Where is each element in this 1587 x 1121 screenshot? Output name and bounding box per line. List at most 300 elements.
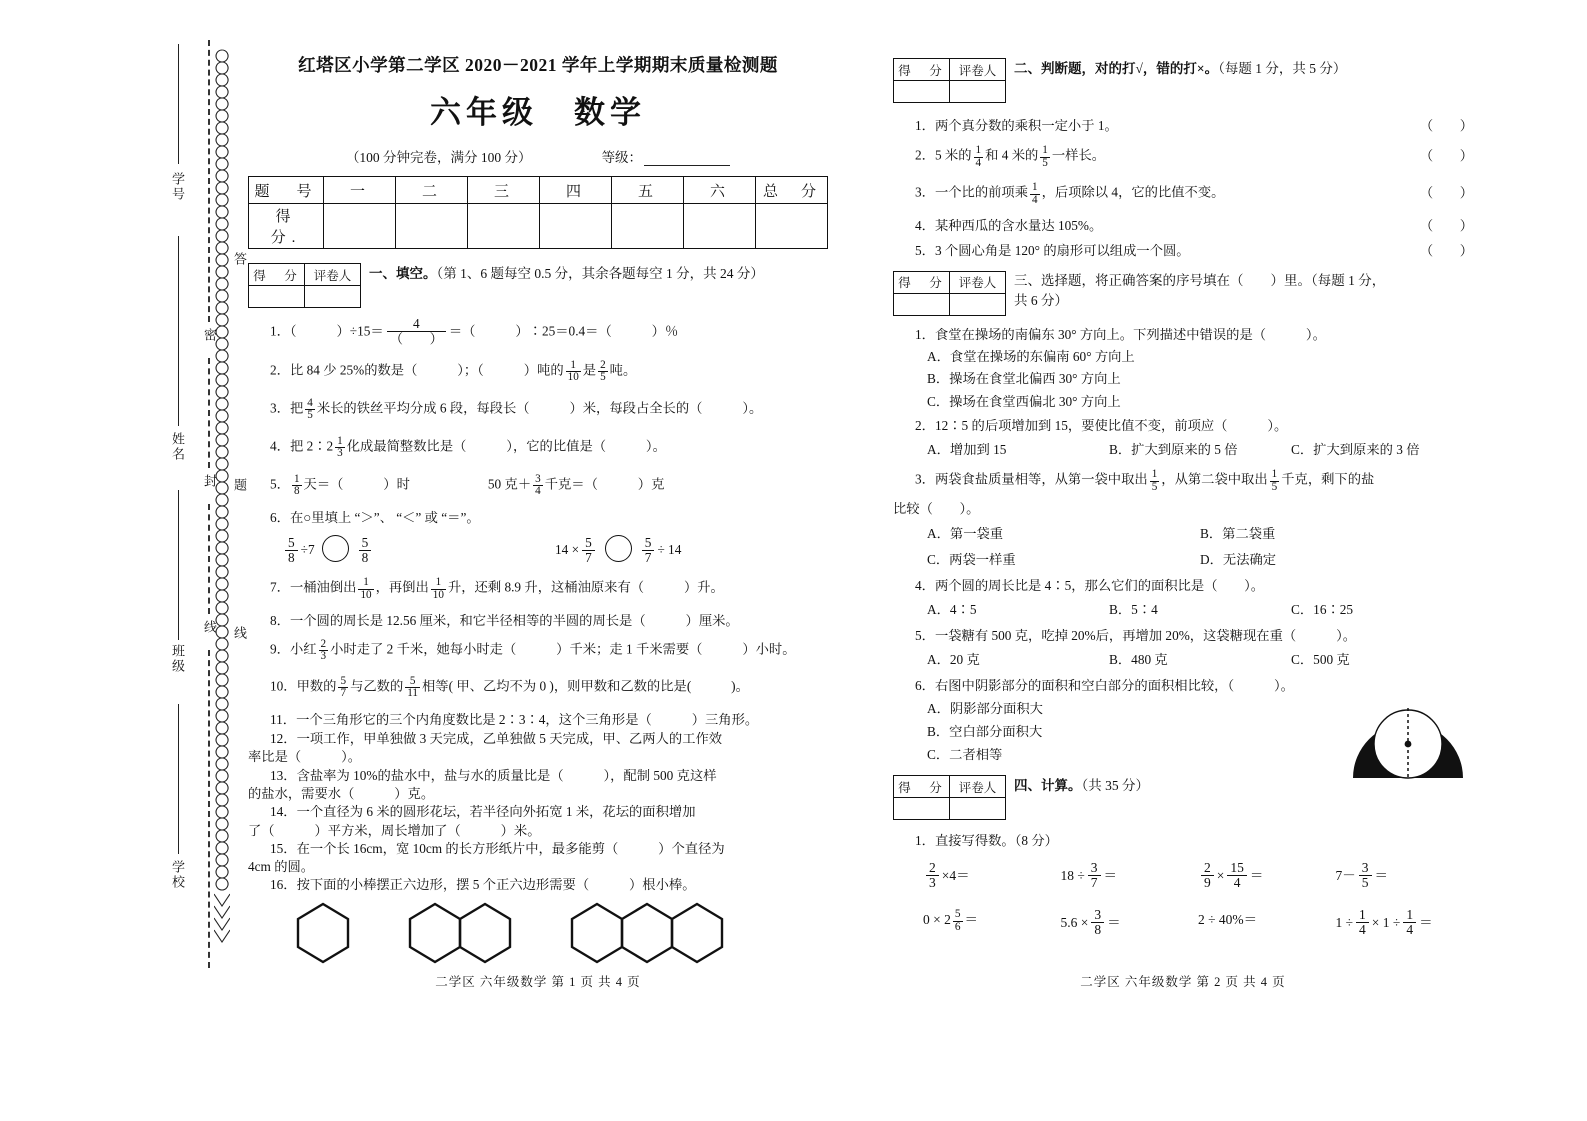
fill-q2-part2: 是 (582, 362, 597, 378)
choice-q1 (893, 328, 1473, 341)
tf-q2-text (915, 145, 1105, 169)
fill-q11-text: 一个三角形它的三个内角度数比是 2∶3∶4，这个三角形是（ ）三角形。 (296, 711, 759, 727)
score-col-2: 二 (396, 177, 468, 204)
seal-char-mi: 密 (202, 328, 217, 343)
fill-q16 (248, 878, 828, 891)
tf-q1-answer-blank[interactable]: （ ） (1419, 118, 1473, 133)
fill-q15-line1: 在一个长 16cm，宽 10cm 的长方形纸片中，最多能剪（ ）个直径为 (296, 840, 725, 856)
time-note: （100 分钟完卷，满分 100 分） (345, 150, 532, 165)
score-col-5: 五 (612, 177, 684, 204)
fill-q9 (248, 639, 828, 663)
fill-q13-line1: 含盐率为 10%的盐水中，盐与水的质量比是（ ），配制 500 克这样 (296, 767, 717, 783)
calc-expr-2-post: ＝ (1103, 867, 1118, 883)
fill-q7-no: 7． (270, 580, 290, 596)
seal-char-feng: 封 (202, 474, 217, 489)
fraction-numerator: 5 (288, 534, 295, 550)
fill-q5 (248, 474, 828, 498)
fraction-denominator: 3 (926, 875, 939, 890)
subject-title: 六年级 数学 (430, 95, 646, 130)
fraction-denominator: 10 (567, 371, 579, 384)
fill-q12 (248, 732, 828, 745)
seal-char-xian: 线 (202, 620, 217, 635)
calc-expr-4-post: ＝ (1374, 867, 1388, 883)
tf-q2-fraction-2 (1040, 145, 1050, 169)
choice-q4-option-b[interactable]: B．5∶4 (1109, 601, 1158, 617)
score-cell-3[interactable] (468, 204, 540, 249)
score-cell-2[interactable] (396, 204, 468, 249)
score-col-4: 四 (540, 177, 612, 204)
grader-marker-label: 评卷人 (950, 59, 1006, 81)
choice-q6-stem: 右图中阴影部分的面积和空白部分的面积相比较，（ ）。 (934, 678, 1294, 694)
fraction-denominator: 6 (954, 920, 961, 933)
fraction-denominator: 8 (359, 550, 372, 565)
calc-expr-1 (923, 861, 1061, 890)
calc-expr-7 (1198, 908, 1336, 937)
calc-expr-3-mid: × (1216, 867, 1225, 883)
fill-q2-no: 2． (270, 362, 290, 378)
section-2-header (893, 58, 1473, 103)
fraction-denominator: 10 (360, 588, 372, 601)
choice-q5-no: 5． (915, 627, 935, 643)
section-2-title (1014, 58, 1346, 78)
choice-q2-option-c[interactable]: C．扩大到原来的 3 倍 (1291, 442, 1420, 458)
calc-expr-8-post: ＝ (1419, 914, 1433, 930)
fill-q15-no: 15． (270, 840, 297, 856)
grade-blank[interactable] (644, 151, 730, 166)
fraction-denominator: 4 (1032, 193, 1038, 206)
choice-q4-option-c[interactable]: C．16∶25 (1291, 601, 1354, 617)
grader-marker-cell[interactable] (950, 293, 1006, 315)
choice-q6-option-c[interactable]: C．二者相等 (927, 747, 1003, 763)
fraction-denominator: 5 (1151, 480, 1158, 493)
fraction-denominator: 7 (582, 550, 595, 565)
choice-q1-option-b[interactable]: B．操场在食堂北偏西 30° 方向上 (927, 371, 1121, 387)
shaded-semicircle-figure (1349, 702, 1467, 782)
fill-q9-part1: 小红 (289, 641, 317, 657)
fill-q4-no: 4． (270, 438, 290, 454)
calc-expr-1-fraction (926, 861, 939, 890)
fill-q2-part3: 吨。 (609, 362, 637, 378)
fraction-denominator: 3 (320, 650, 327, 663)
calc-expr-2 (1061, 861, 1199, 890)
choice-q3-fraction-1 (1150, 469, 1160, 493)
calc-row-1 (893, 861, 1473, 890)
fraction-numerator: 1 (1271, 468, 1278, 481)
score-summary-table (248, 176, 828, 249)
fraction-numerator: 1 (975, 144, 982, 157)
section-4-title (1014, 775, 1149, 795)
choice-q4-option-a[interactable]: A．4∶5 (927, 601, 977, 617)
fraction-numerator: 5 (340, 674, 347, 687)
fill-q12-line1: 一项工作，甲单独做 3 天完成，乙单独做 5 天完成，甲、乙两人的工作效 (296, 731, 723, 747)
fill-q8 (248, 614, 828, 627)
tf-q3-post: ，后项除以 4，它的比值不变。 (1041, 185, 1225, 200)
score-col-6: 六 (684, 177, 756, 204)
calc-expr-5-pre: 0 × 2 (923, 912, 951, 928)
calc-expr-2-fraction (1088, 861, 1101, 890)
fill-q1-part2: ＝（ ）∶25＝0.4＝（ ）％ (448, 323, 679, 339)
fill-q6-fraction-b (359, 536, 372, 565)
calc-expr-4 (1336, 861, 1474, 890)
page-2-content (893, 40, 1473, 990)
section-2-note: （每题 1 分，共 5 分） (1218, 61, 1347, 76)
tf-q3-no: 3． (915, 185, 935, 200)
choice-q5-stem: 一袋糖有 500 克，吃掉 20%后，再增加 20%，这袋糖现在重（ ）。 (934, 627, 1357, 643)
choice-q4-options (893, 599, 1473, 618)
choice-q3-option-c[interactable]: C．两袋一样重 (927, 551, 1016, 567)
calc-expr-1-post: ×4＝ (941, 867, 970, 883)
choice-q5-option-c[interactable]: C．500 克 (1291, 652, 1350, 668)
calc-expr-6-fraction (1091, 908, 1104, 937)
calc-expr-5-fraction (953, 909, 963, 933)
score-row-label-0: 题 号 (249, 177, 324, 204)
section-4-header (893, 775, 1473, 820)
calc-expr-6-pre: 5.6 × (1060, 914, 1089, 930)
fraction-numerator: 4 (412, 316, 420, 331)
choice-q5-option-b[interactable]: B．480 克 (1109, 652, 1168, 668)
fill-q1-fraction (387, 317, 446, 346)
choice-q6-option-b[interactable]: B．空白部分面积大 (927, 723, 1043, 739)
tf-q4 (893, 219, 1473, 232)
choice-q3-options-row1 (893, 523, 1473, 542)
tf-q1-body: 两个真分数的乘积一定小于 1。 (934, 118, 1118, 133)
fraction-denominator: 9 (1201, 875, 1214, 890)
calc-sub1-title: 1．直接写得数。（8 分） (915, 833, 1058, 849)
score-col-1: 一 (324, 177, 396, 204)
fill-q3-part1: 把 (289, 400, 304, 416)
fill-q15-line2-wrap (248, 860, 828, 873)
fill-q4-fraction (335, 436, 345, 460)
hexagon-figure-group (248, 902, 828, 964)
fill-q6 (248, 511, 828, 524)
fraction-numerator: 3 (535, 472, 541, 485)
fill-q4-part2: 化成最简整数比是（ ），它的比值是（ ）。 (346, 438, 666, 454)
grader-marker-cell[interactable] (305, 286, 361, 308)
choice-q5-option-a[interactable]: A．20 克 (927, 652, 980, 668)
section-3-header (893, 271, 1473, 316)
fill-q3-fraction (305, 398, 315, 422)
grade-field (602, 146, 731, 166)
fraction-numerator: 2 (320, 637, 327, 650)
fill-q3-part2: 米长的铁丝平均分成 6 段，每段长（ ）米，每段占全长的（ ）。 (316, 400, 763, 416)
calc-expr-3-post: ＝ (1249, 867, 1264, 883)
fill-q4-part1: 把 2∶2 (289, 438, 334, 454)
calc-row-2 (893, 908, 1473, 937)
fill-q9-no: 9． (270, 641, 290, 657)
fill-q10 (248, 676, 828, 700)
score-cell-4[interactable] (540, 204, 612, 249)
fraction-numerator: 15 (1230, 859, 1244, 875)
section-2-heading: 二、判断题，对的打√，错的打×。 (1014, 61, 1219, 76)
fraction-numerator: 3 (1361, 859, 1369, 875)
section-3-line1 (1014, 271, 1385, 291)
section-3-title (1006, 271, 1385, 311)
fraction-denominator: （ ） (387, 331, 446, 346)
section-4-heading: 四、计算。 (1014, 778, 1082, 794)
fill-q14-line2: 了（ ）平方米，周长增加了（ ）米。 (248, 822, 541, 838)
tf-q4-text (915, 219, 1102, 232)
fill-q14-line2-wrap (248, 824, 828, 837)
fill-q7-part1: 一桶油倒出 (289, 580, 357, 596)
tf-q2-pre: 5 米的 (934, 148, 972, 163)
choice-q1-option-a[interactable]: A．食堂在操场的东偏南 60° 方向上 (927, 349, 1135, 365)
choice-q2-option-b[interactable]: B．扩大到原来的 5 倍 (1109, 442, 1238, 458)
grader-score-label: 得 分 (894, 271, 950, 293)
choice-q5 (893, 629, 1473, 642)
choice-q2 (893, 419, 1473, 432)
calc-expr-8-fraction-1 (1356, 908, 1369, 937)
section-3-line2: 共 6 分） (1014, 292, 1068, 308)
fill-q10-fraction-2 (405, 676, 420, 700)
fraction-denominator: 4 (1227, 875, 1247, 890)
fraction-numerator: 3 (1090, 859, 1098, 875)
fill-q1-no: 1． (270, 323, 290, 339)
grade-label: 等级： (601, 150, 643, 165)
fill-q15 (248, 842, 828, 855)
tf-q1-no: 1． (915, 118, 935, 133)
choice-q2-stem: 12∶5 的后项增加到 15，要使比值不变，前项应（ ）。 (934, 418, 1288, 434)
fill-q13-line2: 的盐水，需要水（ ）克。 (248, 785, 435, 801)
fill-q5-fraction-2 (533, 474, 543, 498)
fraction-numerator: 1 (293, 472, 300, 485)
fill-q5-fraction-1 (292, 474, 302, 498)
fraction-numerator: 1 (435, 576, 442, 589)
tf-q5-answer-blank[interactable]: （ ） (1419, 242, 1473, 258)
fraction-denominator: 8 (285, 550, 298, 565)
tf-q4-no: 4． (915, 218, 935, 234)
fraction-denominator: 5 (307, 409, 313, 422)
fill-q9-fraction (319, 639, 329, 663)
fill-q11-no: 11． (270, 711, 297, 727)
tf-q2-fraction-1 (974, 145, 984, 169)
fraction-denominator: 7 (642, 550, 655, 565)
fill-q7-fraction-2 (431, 577, 446, 601)
page-title: 红塔区小学第二学区 2020－2021 学年上学期期末质量检测题 (298, 55, 778, 75)
fill-q16-no: 16． (270, 877, 297, 893)
fraction-numerator: 1 (1406, 907, 1414, 923)
fill-q11 (248, 713, 828, 726)
fill-q12-no: 12． (270, 731, 297, 747)
fill-q10-part1: 甲数的 (296, 678, 337, 694)
choice-q4-no: 4． (915, 577, 935, 593)
fill-q7-fraction-1 (358, 577, 373, 601)
fill-q6-left-expr (282, 535, 555, 564)
fraction-denominator: 4 (1403, 922, 1416, 937)
fill-q8-text: 一个圆的周长是 12.56 厘米，和它半径相等的半圆的周长是（ ）厘米。 (289, 613, 739, 629)
fill-q8-no: 8． (270, 613, 290, 629)
comparison-circle-icon[interactable] (322, 535, 349, 562)
fraction-numerator: 5 (644, 534, 652, 550)
choice-q6-option-a[interactable]: A．阴影部分面积大 (927, 700, 1043, 716)
fill-q6-right-post: ÷ 14 (657, 542, 682, 558)
tf-q2-post: 一样长。 (1051, 148, 1106, 163)
tf-q3 (893, 182, 1473, 206)
fraction-numerator: 5 (361, 534, 369, 550)
section-4-note: （共 35 分） (1081, 778, 1149, 794)
grader-score-label: 得 分 (249, 264, 305, 286)
tf-q5-no: 5． (915, 242, 935, 258)
fill-q1-part1: （ ）÷15＝ (289, 323, 384, 339)
fraction-denominator: 5 (1359, 875, 1372, 890)
tf-q3-answer-blank[interactable]: （ ） (1419, 185, 1473, 200)
choice-q3-option-b[interactable]: B．第二袋重 (1200, 525, 1276, 541)
choice-q5-options (893, 649, 1473, 668)
grader-box-section-3 (893, 271, 1006, 316)
choice-q3-pre: 两袋食盐质量相等，从第一袋中取出 (934, 472, 1148, 488)
fraction-numerator: 5 (954, 908, 961, 921)
choice-q3 (893, 469, 1473, 493)
fraction-numerator: 2 (600, 358, 606, 371)
calc-expr-3 (1198, 861, 1336, 890)
fill-q6-left-op: ÷7 (300, 542, 315, 558)
calc-expr-6 (1061, 908, 1199, 937)
fill-q7-part2: ，再倒出 (375, 580, 429, 596)
choice-q3-option-d[interactable]: D．无法确定 (1200, 551, 1277, 567)
fraction-denominator: 7 (340, 687, 347, 700)
choice-q6-no: 6． (915, 678, 935, 694)
tf-q4-body: 某种西瓜的含水量达 105%。 (934, 218, 1103, 234)
fill-q10-part2: 与乙数的 (350, 678, 404, 694)
fill-q10-part3: 相等( 甲、乙均不为 0 )，则甲数和乙数的比是( )。 (422, 678, 749, 694)
score-cell-1[interactable] (324, 204, 396, 249)
page-1-footer: 二学区 六年级数学 第 1 页 共 4 页 (435, 975, 641, 989)
calc-expr-5-post: ＝ (964, 912, 979, 928)
fill-q6-prompt: 在○里填上 “＞”、 “＜” 或 “＝”。 (289, 509, 480, 525)
choice-q3-post: 千克，剩下的盐 (1281, 472, 1375, 488)
grader-score-cell[interactable] (894, 293, 950, 315)
choice-q4-stem: 两个圆的周长比是 4∶5，那么它们的面积比是（ ）。 (934, 577, 1265, 593)
fill-q13-no: 13． (270, 767, 297, 783)
tf-q3-text (915, 182, 1224, 206)
score-col-3: 三 (468, 177, 540, 204)
choice-q3-fraction-2 (1270, 469, 1280, 493)
section-1-header (248, 263, 828, 308)
fill-q5-no: 5． (270, 476, 290, 492)
score-cell-6[interactable] (684, 204, 756, 249)
fill-q4 (248, 436, 828, 460)
fraction-denominator: 5 (600, 371, 606, 384)
fraction-denominator: 4 (975, 156, 982, 169)
calc-expr-2-pre: 18 ÷ (1060, 867, 1085, 883)
fill-q5-part3: 千克＝（ ）克 (544, 476, 665, 492)
hexagon-figure-2 (406, 902, 514, 964)
exam-meta-row (248, 146, 828, 166)
fraction-denominator: 4 (1356, 922, 1369, 937)
fraction-numerator: 1 (1151, 468, 1158, 481)
calc-expr-8 (1336, 908, 1474, 937)
fraction-denominator: 5 (1271, 480, 1278, 493)
fill-q3-no: 3． (270, 400, 290, 416)
tf-q1 (893, 119, 1473, 132)
choice-q3-no: 3． (915, 472, 935, 488)
margin-field-xuexiao: 学校 (170, 860, 185, 890)
fraction-numerator: 2 (1204, 859, 1211, 875)
grader-marker-label: 评卷人 (950, 776, 1006, 798)
fill-q12-line2-wrap (248, 750, 828, 763)
answer-char-da: 答 (232, 252, 247, 267)
fill-q5-part1: 天＝（ ）时 (303, 476, 410, 492)
calc-expr-3-fraction-1 (1201, 861, 1214, 890)
fraction-numerator: 2 (929, 859, 936, 875)
fill-q2-part1: 比 84 少 25%的数是（ ）；（ ）吨的 (289, 362, 564, 378)
fraction-denominator: 7 (1088, 875, 1101, 890)
choice-q1-stem: 食堂在操场的南偏东 30° 方向上。下列描述中错误的是（ ）。 (934, 326, 1326, 342)
score-cell-total[interactable] (756, 204, 828, 249)
calc-expr-4-pre: 7－ (1335, 867, 1356, 883)
section-1-heading: 一、填空。 (369, 266, 437, 281)
fill-q3 (248, 398, 828, 422)
choice-q3-line2: 比较（ ）。 (893, 501, 980, 517)
fill-q14-line1: 一个直径为 6 米的圆形花坛，若半径向外拓宽 1 米，花坛的面积增加 (296, 804, 696, 820)
grader-marker-label: 评卷人 (305, 264, 361, 286)
choice-q6 (893, 679, 1473, 692)
fraction-numerator: 5 (585, 534, 592, 550)
tf-q3-pre: 一个比的前项乘 (934, 185, 1029, 200)
fraction-denominator: 4 (535, 485, 541, 498)
choice-q2-option-a[interactable]: A．增加到 15 (927, 442, 1007, 458)
fill-q10-fraction-1 (338, 676, 348, 700)
fraction-denominator: 3 (337, 447, 343, 460)
tf-q2-answer-blank[interactable]: （ ） (1419, 148, 1473, 163)
grader-score-cell[interactable] (894, 798, 950, 820)
grader-marker-cell[interactable] (950, 798, 1006, 820)
answer-char-xian: 线 (232, 626, 247, 641)
grader-marker-cell[interactable] (950, 81, 1006, 103)
seal-wave-decoration (214, 48, 230, 956)
fill-q6-comparisons (248, 535, 828, 564)
choice-q3-option-a[interactable]: A．第一袋重 (927, 525, 1004, 541)
score-col-total: 总 分 (756, 177, 828, 204)
fill-q13 (248, 769, 828, 782)
table-row-score (249, 204, 828, 249)
fraction-numerator: 1 (1359, 907, 1366, 923)
hexagon-figure-1 (294, 902, 352, 964)
grader-score-cell[interactable] (894, 81, 950, 103)
fraction-numerator: 1 (363, 576, 369, 589)
fill-q6-fraction-d (642, 536, 655, 565)
fill-q5-part2: 50 克＋ (487, 476, 532, 492)
calc-expr-8-mid: × 1 ÷ (1371, 914, 1401, 930)
grader-box-section-1 (248, 263, 361, 308)
fill-q6-right-expr (555, 535, 828, 564)
grader-score-cell[interactable] (249, 286, 305, 308)
fraction-denominator: 8 (293, 485, 300, 498)
tf-q4-answer-blank[interactable]: （ ） (1419, 218, 1473, 234)
calc-expr-3-fraction-2 (1227, 861, 1247, 890)
choice-q1-option-c[interactable]: C．操场在食堂西偏北 30° 方向上 (927, 393, 1121, 409)
comparison-circle-icon[interactable] (605, 535, 632, 562)
fill-q2-fraction-1 (566, 360, 581, 384)
fraction-denominator: 8 (1091, 922, 1104, 937)
fraction-numerator: 3 (1094, 907, 1102, 923)
fraction-numerator: 1 (570, 358, 576, 371)
calc-expr-7-pre: 2 ÷ 40%＝ (1198, 912, 1258, 928)
grader-score-label: 得 分 (894, 59, 950, 81)
choice-q2-options (893, 439, 1473, 458)
score-cell-5[interactable] (612, 204, 684, 249)
fill-q12-line2: 率比是（ ）。 (248, 749, 362, 765)
grader-score-label: 得 分 (894, 776, 950, 798)
fill-q13-line2-wrap (248, 787, 828, 800)
fraction-denominator: 11 (407, 687, 418, 700)
fill-q15-line2: 4cm 的圆。 (248, 859, 315, 875)
page-1-content (248, 40, 828, 990)
fraction-numerator: 1 (1042, 144, 1048, 157)
fraction-numerator: 5 (409, 674, 416, 687)
section-3-note: （每题 1 分， (1311, 272, 1386, 288)
fill-q7-part3: 升，还剩 8.9 升，这桶油原来有（ ）升。 (447, 580, 724, 596)
margin-field-xuehao: 学号 (170, 172, 185, 202)
